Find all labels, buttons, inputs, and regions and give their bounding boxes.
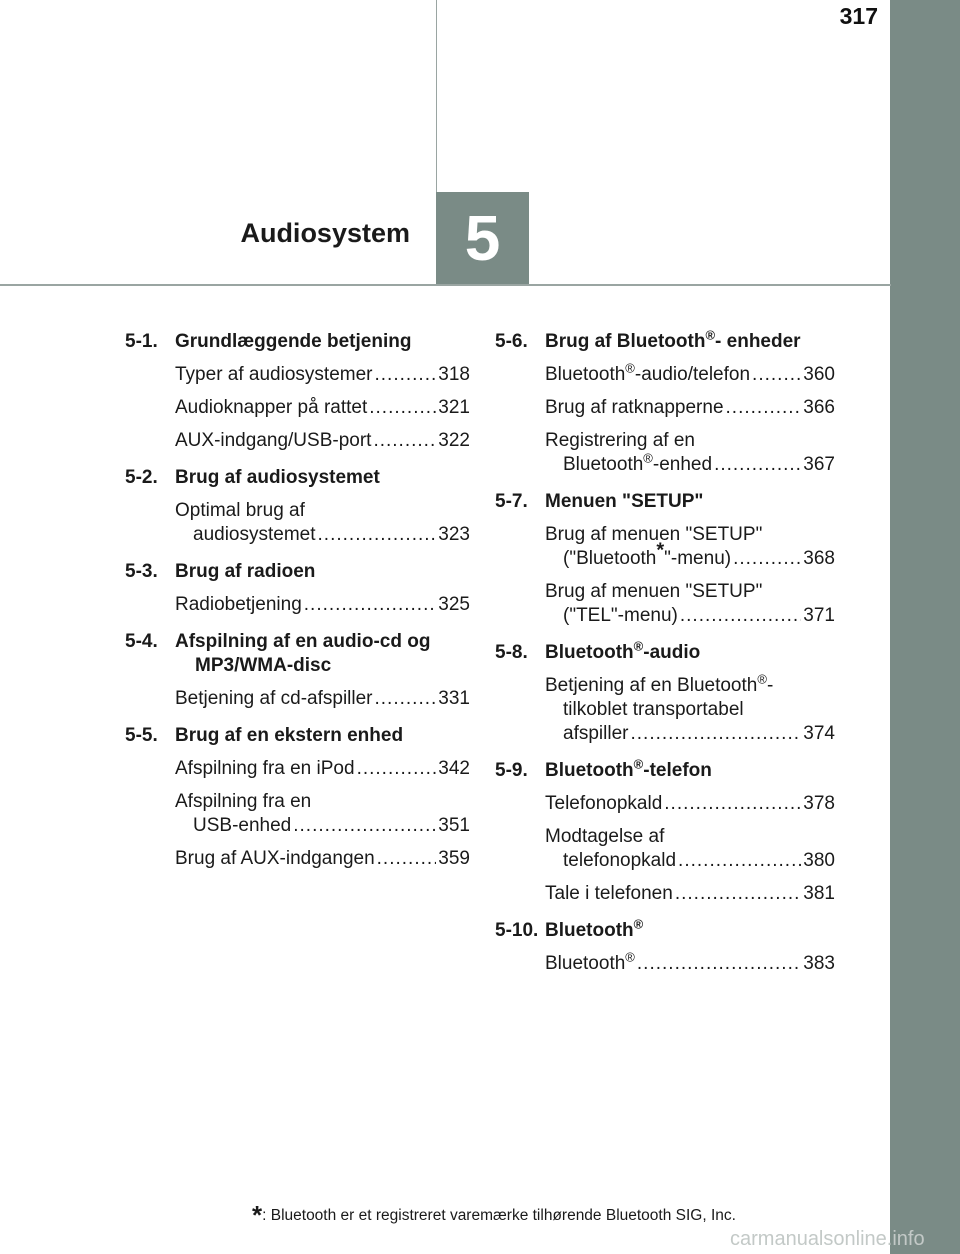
toc-entry[interactable]: Tale i telefonen ..... 381 bbox=[545, 882, 835, 906]
toc-entry-line[interactable]: Modtagelse af bbox=[545, 826, 665, 847]
page-ref: 322 bbox=[438, 430, 470, 451]
toc-entry-continuation[interactable]: tilkoblet transportabel bbox=[563, 699, 744, 720]
toc-left-column bbox=[125, 330, 470, 884]
toc-section-5-4 bbox=[125, 630, 470, 711]
section-number: 5-5. bbox=[125, 725, 158, 746]
toc-entry-line[interactable]: Betjening af en Bluetooth®- bbox=[545, 671, 774, 696]
page-ref: 359 bbox=[438, 848, 470, 869]
page-ref: 383 bbox=[803, 953, 835, 974]
page-ref: 325 bbox=[438, 594, 470, 615]
section-title: Brug af audiosystemet bbox=[175, 467, 380, 488]
toc-section-5-10 bbox=[495, 916, 835, 976]
toc-entry-line[interactable]: Brug af menuen "SETUP" bbox=[545, 524, 763, 545]
section-number: 5-9. bbox=[495, 760, 528, 781]
section-number: 5-1. bbox=[125, 331, 158, 352]
section-number: 5-10. bbox=[495, 920, 539, 941]
toc-entry-line[interactable]: Afspilning fra en bbox=[175, 791, 312, 812]
page-ref: 321 bbox=[438, 397, 470, 418]
toc-entry-line[interactable]: Optimal brug af bbox=[175, 500, 305, 521]
toc-entry-continuation[interactable]: ("TEL"-menu) ..... 371 bbox=[563, 604, 835, 628]
toc-section-5-5 bbox=[125, 724, 470, 871]
toc-entry-continuation[interactable]: afspiller ..... 374 bbox=[563, 722, 835, 746]
toc-entry[interactable]: Brug af AUX-indgangen ..... 359 bbox=[175, 847, 470, 871]
toc-section-5-7 bbox=[495, 490, 835, 628]
toc-section-5-6 bbox=[495, 327, 835, 477]
toc-section-5-8 bbox=[495, 638, 835, 746]
toc-entry[interactable]: Bluetooth®-audio/telefon ..... 360 bbox=[545, 363, 835, 387]
page-ref: 360 bbox=[803, 364, 835, 385]
section-number: 5-6. bbox=[495, 331, 528, 352]
page-ref: 367 bbox=[803, 454, 835, 475]
section-title: Bluetooth® bbox=[545, 916, 644, 941]
section-title: Brug af en ekstern enhed bbox=[175, 725, 404, 746]
chapter-number-box: 5 bbox=[436, 192, 529, 284]
chapter-side-tab bbox=[890, 0, 960, 1254]
toc-entry-continuation[interactable]: telefonopkald ..... 380 bbox=[563, 849, 835, 873]
toc-section-5-2 bbox=[125, 466, 470, 547]
page-ref: 378 bbox=[803, 793, 835, 814]
toc-entry[interactable]: Telefonopkald ..... 378 bbox=[545, 792, 835, 816]
page-ref: 351 bbox=[438, 815, 470, 836]
section-title: Bluetooth®-telefon bbox=[545, 756, 712, 781]
toc-entry-continuation[interactable]: audiosystemet ..... 323 bbox=[193, 523, 470, 547]
page-ref: 371 bbox=[803, 605, 835, 626]
toc-entry[interactable]: Audioknapper på rattet ..... 321 bbox=[175, 396, 470, 420]
section-number: 5-2. bbox=[125, 467, 158, 488]
toc-section-5-9 bbox=[495, 756, 835, 906]
toc-entry-continuation[interactable]: ("Bluetooth*"-menu) ..... 368 bbox=[563, 547, 835, 571]
section-number: 5-3. bbox=[125, 561, 158, 582]
header-divider-horizontal bbox=[0, 284, 891, 286]
toc-entry-line[interactable]: Registrering af en bbox=[545, 430, 695, 451]
page-ref: 318 bbox=[438, 364, 470, 385]
section-number: 5-4. bbox=[125, 631, 158, 652]
toc-entry-line[interactable]: Brug af menuen "SETUP" bbox=[545, 581, 763, 602]
section-title: Bluetooth®-audio bbox=[545, 638, 701, 663]
toc-entry[interactable]: Bluetooth® ..... 383 bbox=[545, 952, 835, 976]
page-number: 317 bbox=[839, 3, 878, 29]
section-title: Brug af Bluetooth®- enheder bbox=[545, 327, 801, 352]
footnote-text: : Bluetooth er et registreret varemærke tilhørende Bluetooth SIG, Inc. bbox=[262, 1207, 736, 1224]
toc-entry-continuation[interactable]: Bluetooth®-enhed ..... 367 bbox=[563, 453, 835, 477]
footnote-marker: * bbox=[656, 539, 665, 562]
section-title: Menuen "SETUP" bbox=[545, 491, 704, 512]
page-ref: 374 bbox=[803, 723, 835, 744]
footnote-marker: * bbox=[252, 1200, 263, 1230]
toc-section-5-1 bbox=[125, 330, 470, 453]
section-number: 5-7. bbox=[495, 491, 528, 512]
page-ref: 381 bbox=[803, 883, 835, 904]
toc-entry[interactable]: Typer af audiosystemer ..... 318 bbox=[175, 363, 470, 387]
toc-entry-continuation[interactable]: USB-enhed ..... 351 bbox=[193, 814, 470, 838]
section-number: 5-8. bbox=[495, 642, 528, 663]
page-ref: 323 bbox=[438, 524, 470, 545]
watermark: carmanualsonline.info bbox=[730, 1228, 925, 1250]
toc-right-column bbox=[495, 327, 835, 989]
toc-entry[interactable]: Afspilning fra en iPod ..... 342 bbox=[175, 757, 470, 781]
toc-section-5-3 bbox=[125, 560, 470, 617]
page-ref: 331 bbox=[438, 688, 470, 709]
page-ref: 342 bbox=[438, 758, 470, 779]
section-title: Brug af radioen bbox=[175, 561, 316, 582]
toc-entry[interactable]: Betjening af cd-afspiller ..... 331 bbox=[175, 687, 470, 711]
section-title: Grundlæggende betjening bbox=[175, 331, 412, 352]
page-ref: 368 bbox=[803, 548, 835, 569]
toc-entry[interactable]: Brug af ratknapperne ..... 366 bbox=[545, 396, 835, 420]
toc-entry[interactable]: AUX-indgang/USB-port ..... 322 bbox=[175, 429, 470, 453]
header-divider-vertical bbox=[436, 0, 437, 192]
footnote bbox=[252, 1200, 736, 1231]
chapter-title: Audiosystem bbox=[240, 218, 410, 248]
toc-entry[interactable]: Radiobetjening ..... 325 bbox=[175, 593, 470, 617]
page-ref: 380 bbox=[803, 850, 835, 871]
page-ref: 366 bbox=[803, 397, 835, 418]
section-title: Afspilning af en audio-cd og MP3/WMA-disc bbox=[175, 631, 431, 676]
